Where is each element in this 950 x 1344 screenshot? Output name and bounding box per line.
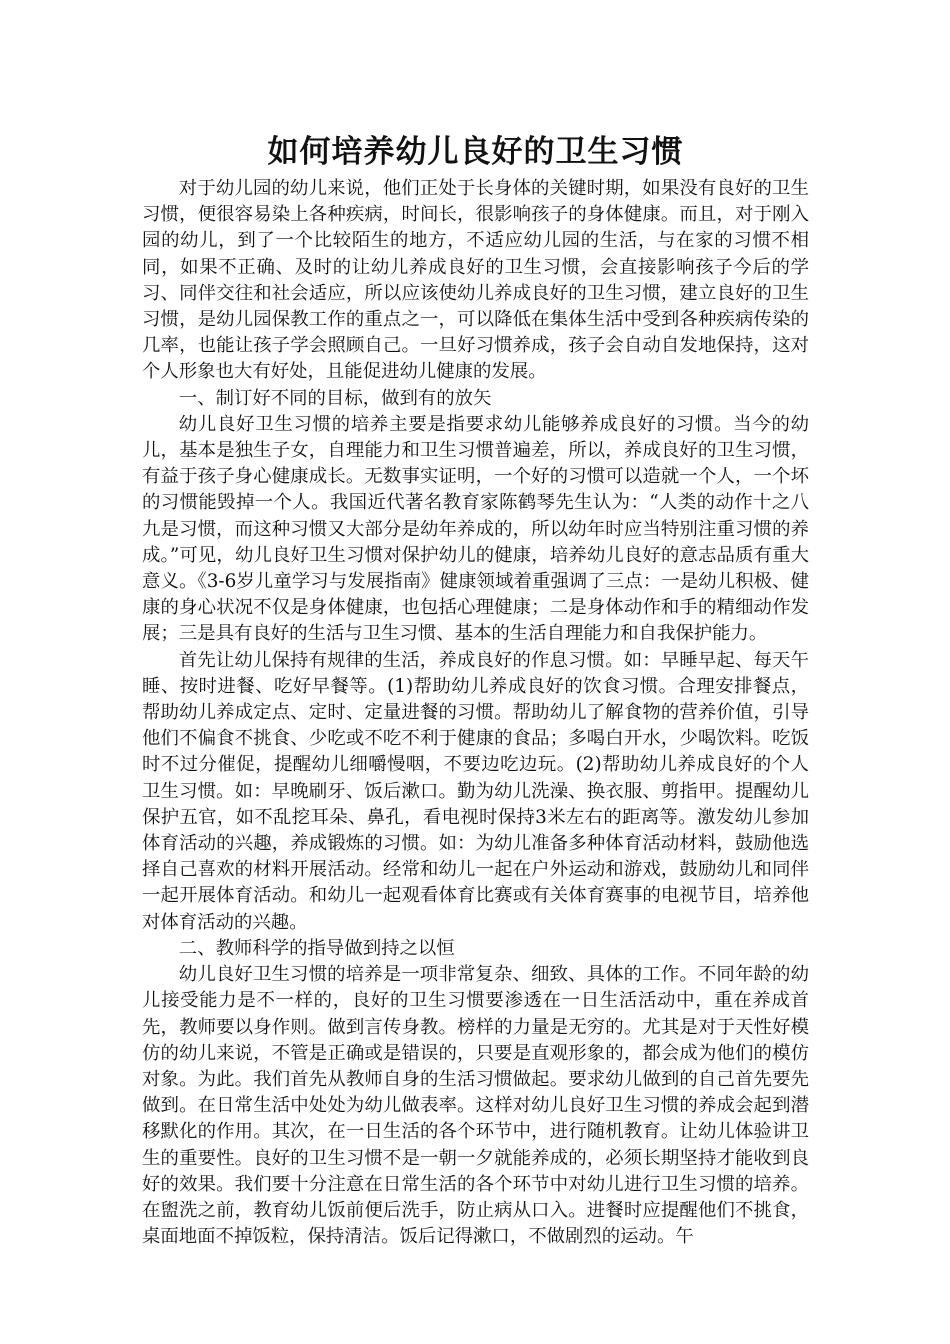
paragraph-section-1-b: 首先让幼儿保持有规律的生活，养成良好的作息习惯。如：早睡早起、每天午睡、按时进餐、吃好早餐等。(1)帮助幼儿养成良好的饮食习惯。合理安排餐点，帮助幼儿养成定点、定时、定量进餐的习惯。帮助幼儿了解食物的营养价值，引导他们不偏食不挑食、少吃或不吃不利于健康的食品；多喝白开水，少喝饮料。吃饭时不过分催促，提醒幼儿细嚼慢咽，不要边吃边玩。(2)帮助幼儿养成良好的个人卫生习惯。如：早晚刷牙、饭后漱口。勤为幼儿洗澡、换衣服、剪指甲。提醒幼儿保护五官，如不乱挖耳朵、鼻孔，看电视时保持3米左右的距离等。激发幼儿参加体育活动的兴趣，养成锻炼的习惯。如：为幼儿准备多种体育活动材料，鼓励他选择自己喜欢的材料开展活动。经常和幼儿一起在户外运动和游戏，鼓励幼儿和同伴一起开展体育活动。和幼儿一起观看体育比赛或有关体育赛事的电视节目，培养他对体育活动的兴趣。	[142, 649, 809, 933]
section-heading-1: 一、制订好不同的目标，做到有的放矢	[178, 387, 492, 409]
section-heading-2: 二、教师科学的指导做到持之以恒	[178, 937, 455, 959]
paragraph-section-2-a: 幼儿良好卫生习惯的培养是一项非常复杂、细致、具体的工作。不同年龄的幼儿接受能力是不一样的，良好的卫生习惯要渗透在一日生活活动中，重在养成首先，教师要以身作则。做到言传身教。榜样的力量是无穷的。尤其是对于天性好模仿的幼儿来说，不管是正确或是错误的，只要是直观形象的，都会成为他们的模仿对象。为此。我们首先从教师自身的生活习惯做起。要求幼儿做到的自己首先要先做到。在日常生活中处处为幼儿做表率。这样对幼儿良好卫生习惯的养成会起到潜移默化的作用。其次，在一日生活的各个环节中，进行随机教育。让幼儿体验讲卫生的重要性。良好的卫生习惯不是一朝一夕就能养成的，必须长期坚持才能收到良好的效果。我们要十分注意在日常生活的各个环节中对幼儿进行卫生习惯的培养。在盥洗之前，教育幼儿饭前便后洗手，防止病从口入。进餐时应提醒他们不挑食，桌面地面不掉饭粒，保持清洁。饭后记得漱口，不做剧烈的运动。午	[142, 964, 809, 1248]
paragraph-section-1-a: 幼儿良好卫生习惯的培养主要是指要求幼儿能够养成良好的习惯。当今的幼儿，基本是独生子女，自理能力和卫生习惯普遍差，所以，养成良好的卫生习惯，有益于孩子身心健康成长。无数事实证明，一个好的习惯可以造就一个人，一个坏的习惯能毁掉一个人。我国近代著名教育家陈鹤琴先生认为：“人类的动作十之八九是习惯，而这种习惯又大部分是幼年养成的，所以幼年时应当特别注重习惯的养成。”可见，幼儿良好卫生习惯对保护幼儿的健康，培养幼儿良好的意志品质有重大意义。《3-6岁儿童学习与发展指南》健康领域着重强调了三点：一是幼儿积极、健康的身心状况不仅是身体健康，也包括心理健康；二是身体动作和手的精细动作发展；三是具有良好的生活与卫生习惯、基本的生活自理能力和自我保护能力。	[142, 413, 809, 645]
document-body	[142, 130, 809, 1250]
paragraph-intro: 对于幼儿园的幼儿来说，他们正处于长身体的关键时期，如果没有良好的卫生习惯，便很容易染上各种疾病，时间长，很影响孩子的身体健康。而且，对于刚入园的幼儿，到了一个比较陌生的地方，不适应幼儿园的生活，与在家的习惯不相同，如果不正确、及时的让幼儿养成良好的卫生习惯，会直接影响孩子今后的学习、同伴交往和社会适应，所以应该使幼儿养成良好的卫生习惯，建立良好的卫生习惯，是幼儿园保教工作的重点之一，可以降低在集体生活中受到各种疾病传染的几率，也能让孩子学会照顾自己。一旦好习惯养成，孩子会自动自发地保持，这对个人形象也大有好处，且能促进幼儿健康的发展。	[142, 178, 809, 383]
document-title: 如何培养幼儿良好的卫生习惯	[267, 134, 684, 170]
